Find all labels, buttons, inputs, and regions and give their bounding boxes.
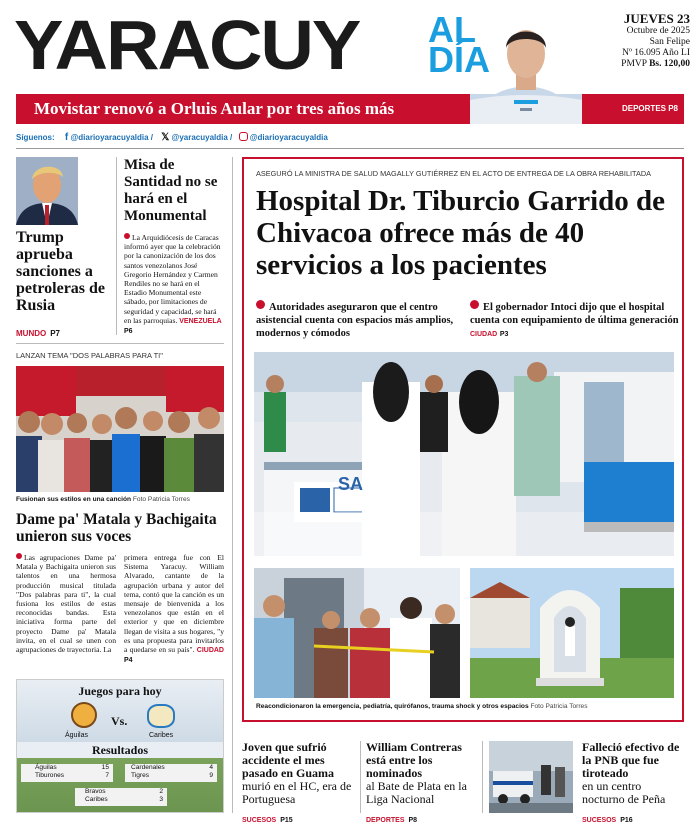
issue-number: Nº 16.095	[622, 48, 661, 58]
result-row-3	[75, 788, 167, 806]
bottom-1-page: P15	[280, 817, 293, 824]
misa-section[interactable]: VENEZUELA	[179, 317, 222, 325]
misa-headline[interactable]: Misa de Santidad no se hará en el Monumental	[124, 157, 218, 224]
issue-price: Bs. 120,00	[649, 59, 690, 69]
matala-page: P4	[124, 657, 133, 665]
games-team-right: Caribes	[149, 732, 174, 739]
matala-col2-text: primera entrega fue con El Sistema Yaracuy. William Alvarado, cantante de la agrupación urbana y autor del tema, contó que la canción es un mensaje de bienvenida a los venezolanos que están en el exterior y que en diciembre llegan de visita a sus hogares, "y es una propuesta para invitarlos a quedarse en su país".	[124, 553, 224, 655]
bottom-3-section[interactable]: SUCESOS	[582, 817, 617, 824]
facebook-handle[interactable]: @diarioyaracuyaldia /	[70, 133, 153, 142]
cyclist-jersey	[470, 94, 582, 124]
games-box	[16, 679, 224, 813]
result-row-1	[21, 764, 113, 782]
games-title: Juegos para hoy	[78, 684, 162, 698]
result-2-score2: 9	[209, 772, 213, 779]
result-2-score1: 4	[209, 764, 213, 771]
hospital-caption	[256, 703, 588, 710]
trump-section[interactable]: MUNDO	[16, 329, 47, 338]
matala-col2	[124, 553, 224, 665]
misa-page: P6	[124, 328, 133, 336]
counter-sign: SA	[338, 474, 364, 494]
bottom-2-section[interactable]: DEPORTES	[366, 817, 405, 824]
hospital-story	[242, 157, 684, 722]
hospital-point-1	[256, 300, 462, 340]
instagram-icon[interactable]	[239, 132, 248, 141]
games-team-left: Águilas	[65, 732, 88, 739]
social-label: Síguenos:	[16, 133, 55, 142]
issue-info	[606, 12, 690, 70]
hospital-caption-credit: Foto Patricia Torres	[530, 703, 588, 710]
result-row-2	[125, 764, 217, 782]
matala-col1-text: Las agrupaciones Dame pa' Matala y Bachigaita unieron sus talentos en una hermosa producción musical titulada "Dos palabras para ti", la cual fusiona los estilos de estas reconocidas bandas. Esta iniciativa forma parte del proyecto Dame pa' Matala invita, en el cual se unen con agrupaciones de trayectoria. La	[16, 553, 116, 655]
hospital-kicker: ASEGURÓ LA MINISTRA DE SALUD MAGALLY GUTIÉRREZ EN EL ACTO DE ENTREGA DE LA OBRA REHABILITADA	[256, 169, 651, 178]
trump-headline[interactable]: Trump aprueba sanciones a petroleras de Rusia	[16, 229, 106, 314]
hospital-headline[interactable]: Hospital Dr. Tiburcio Garrido de Chivacoa ofrece más de 40 servicios a los pacientes	[256, 185, 666, 281]
bottom-2-page: P8	[408, 817, 418, 824]
shrine-photo	[470, 568, 674, 698]
issue-city: San Felipe	[649, 37, 690, 47]
masthead-title: YARACUY	[14, 6, 360, 84]
misa-body	[124, 233, 224, 336]
social-bar	[16, 132, 328, 143]
bottom-1-headline: Joven que sufrió accidente el mes pasado en Guama	[242, 740, 335, 780]
result-3-score1: 2	[159, 788, 163, 795]
hospital-main-photo	[254, 352, 674, 556]
aguilas-logo-icon	[71, 702, 97, 728]
bottom-1-sub: murió en el HC, era de Portuguesa	[242, 779, 352, 806]
result-3-score2: 3	[159, 796, 163, 803]
trump-ref	[16, 323, 60, 341]
issue-day: JUEVES 23	[623, 11, 690, 26]
result-1-team2: Tiburones	[35, 772, 65, 779]
result-1-team1: Águilas	[35, 764, 57, 771]
band-caption-credit: Foto Patricia Torres	[132, 496, 190, 503]
bottom-story-2[interactable]	[366, 741, 478, 827]
hospital-page: P3	[499, 331, 509, 338]
x-icon[interactable]: 𝕏	[161, 132, 170, 143]
issue-year: Año LI	[662, 48, 690, 58]
result-3-team2: Caribes	[85, 796, 108, 803]
result-2-team1: Cardenales	[131, 764, 165, 771]
police-photo	[489, 741, 573, 813]
result-3-team1: Bravos	[85, 788, 106, 795]
trump-page: P7	[50, 329, 61, 338]
result-2-team2: Tigres	[131, 772, 150, 779]
band-photo	[16, 366, 224, 492]
bottom-story-1[interactable]	[242, 741, 354, 827]
games-vs: Vs.	[111, 714, 128, 728]
matala-section[interactable]: CIUDAD	[196, 647, 224, 655]
banner-headline: Movistar renovó a Orluis Aular por tres años más	[34, 99, 395, 118]
x-handle[interactable]: @yaracuyaldia /	[171, 133, 233, 142]
issue-month: Octubre de 2025	[626, 26, 690, 36]
hospital-point-2-text: El gobernador Intoci dijo que el hospital cuenta con equipamiento de última generación	[470, 302, 679, 326]
result-1-score2: 7	[105, 772, 109, 779]
trump-photo	[16, 157, 78, 225]
hospital-caption-bold: Reacondicionaron la emergencia, pediatría, quirófanos, trauma shock y otros espacios	[256, 703, 529, 710]
matala-kicker: LANZAN TEMA "DOS PALABRAS PARA TI"	[16, 351, 163, 360]
hospital-point-2	[470, 300, 680, 341]
band-caption	[16, 496, 190, 503]
masthead-dia: DÍA	[428, 39, 490, 80]
caribes-logo-icon	[147, 704, 175, 728]
banner-section: DEPORTES P8	[621, 104, 678, 113]
bottom-2-sub: al Bate de Plata en la Liga Nacional	[366, 779, 467, 806]
bottom-1-section[interactable]: SUCESOS	[242, 817, 277, 824]
bottom-story-3[interactable]	[582, 741, 686, 827]
matala-headline[interactable]: Dame pa' Matala y Bachigaita unieron sus voces	[16, 511, 217, 545]
hospital-point-1-text: Autoridades aseguraron que el centro asistencial cuenta con espacios más amplios, modernos y cómodos	[256, 302, 454, 339]
bottom-3-headline: Falleció efectivo de la PNB que fue tiroteado	[582, 740, 680, 780]
misa-body-text: La Arquidiócesis de Caracas informó ayer que la celebración por la canonización de los dos santos venezolanos José Gregorio Hernández y Carmen Rendiles no se hará en el Estadio Monumental este sábado, por limitaciones de seguridad y capacidad, se hará en las parroquias.	[124, 233, 221, 325]
result-1-score1: 15	[101, 764, 109, 771]
masthead-al: AL	[428, 9, 476, 50]
issue-price-label: PMVP	[621, 59, 647, 69]
results-title: Resultados	[17, 742, 223, 758]
matala-col1	[16, 553, 116, 654]
band-caption-bold: Fusionan sus estilos en una canción	[16, 496, 132, 503]
bottom-2-headline: William Contreras está entre los nominados	[366, 740, 462, 780]
hospital-section[interactable]: CIUDAD	[470, 331, 498, 338]
facebook-icon[interactable]: f	[64, 132, 69, 143]
ribbon-cutting-photo	[254, 568, 460, 698]
bottom-3-page: P16	[620, 817, 633, 824]
banner[interactable]	[16, 94, 684, 124]
instagram-handle[interactable]: @diarioyaracuyaldia	[249, 133, 328, 142]
bottom-3-sub: en un centro nocturno de Peña	[582, 779, 666, 806]
